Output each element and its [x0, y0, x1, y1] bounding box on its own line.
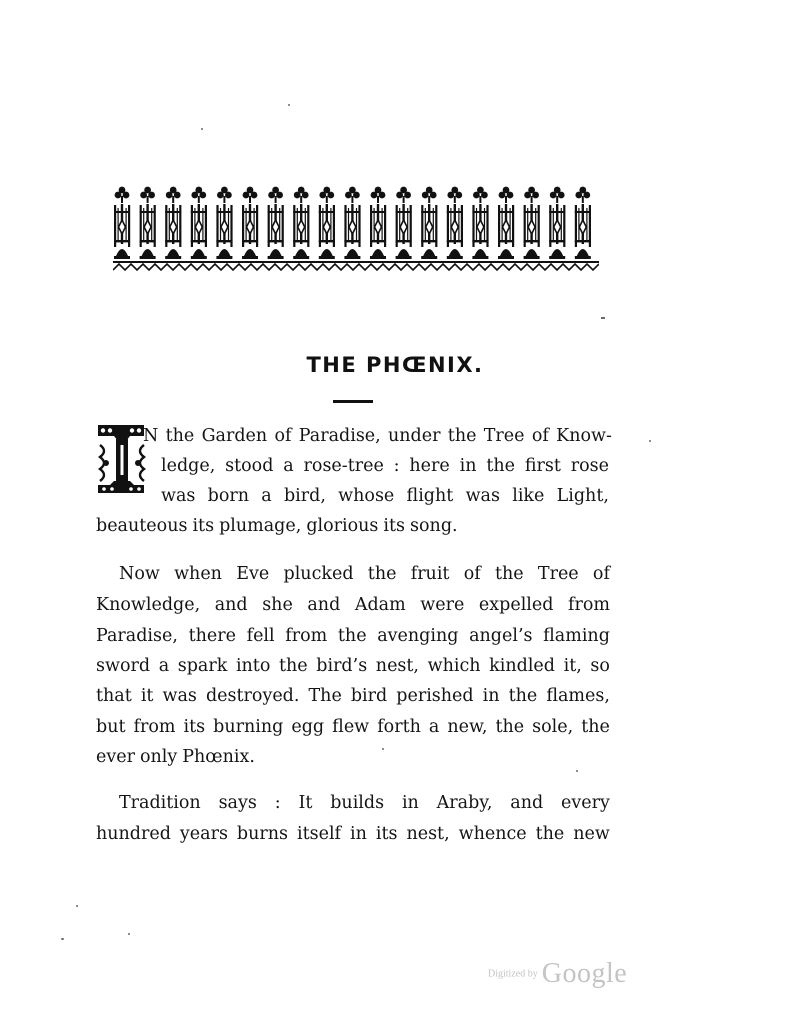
- word: bird’s: [316, 656, 368, 676]
- word: like: [512, 486, 545, 506]
- word: egg: [291, 717, 325, 737]
- text-line: [143, 425, 612, 447]
- word: and: [214, 595, 248, 615]
- word: in: [459, 456, 477, 476]
- word: Paradise,: [298, 426, 381, 446]
- drop-cap: [96, 421, 148, 497]
- word: spark: [177, 656, 228, 676]
- word: from: [133, 717, 176, 737]
- word: Phœnix.: [182, 747, 255, 767]
- word: stood: [225, 456, 274, 476]
- word: nest,: [406, 824, 450, 844]
- page-title: THE PHŒNIX.: [306, 353, 484, 377]
- word: and: [307, 595, 341, 615]
- google-logo: Google: [541, 958, 628, 989]
- word: she: [262, 595, 293, 615]
- word: only: [139, 747, 178, 767]
- word: avenging: [377, 626, 459, 646]
- word: hundred: [96, 824, 171, 844]
- headpiece-units: [114, 187, 591, 259]
- scan-speck: [382, 748, 384, 750]
- word: itself: [296, 824, 342, 844]
- word: into: [235, 656, 271, 676]
- word: the: [494, 564, 524, 584]
- word: it: [140, 686, 154, 706]
- scan-speck: [288, 104, 290, 106]
- word: builds: [330, 793, 385, 813]
- title-rule: [333, 400, 373, 403]
- word: born: [207, 486, 250, 506]
- word: :: [274, 793, 281, 813]
- scan-speck: [201, 128, 203, 130]
- word: a: [158, 656, 170, 676]
- text-line: [96, 716, 610, 738]
- word: a: [283, 456, 294, 476]
- word: Knowledge,: [96, 595, 201, 615]
- word: song.: [410, 516, 458, 536]
- word: in: [350, 824, 367, 844]
- word: from: [285, 626, 328, 646]
- word: its: [183, 717, 206, 737]
- word: Know-: [556, 426, 612, 446]
- word: perished: [396, 686, 474, 706]
- word: glorious: [306, 516, 379, 536]
- word: Araby,: [436, 793, 493, 813]
- word: the: [367, 564, 397, 584]
- word: a: [428, 717, 440, 737]
- word: ledge,: [161, 456, 216, 476]
- word: fell: [246, 626, 275, 646]
- word: bird,: [283, 486, 326, 506]
- word: was: [465, 486, 500, 506]
- text-line: [96, 685, 610, 707]
- word: Garden: [201, 426, 268, 446]
- word: forth: [377, 717, 421, 737]
- word: when: [174, 564, 222, 584]
- word: first: [524, 456, 561, 476]
- word: ever: [96, 747, 135, 767]
- word: expelled: [478, 595, 554, 615]
- word: which: [427, 656, 481, 676]
- text-line: [96, 515, 476, 537]
- word: destroyed.: [205, 686, 300, 706]
- word: the: [508, 686, 538, 706]
- word: here: [409, 456, 450, 476]
- word: the: [165, 426, 195, 446]
- word: the: [486, 456, 515, 476]
- scan-speck: [128, 933, 130, 935]
- word: the: [535, 824, 565, 844]
- word: it,: [563, 656, 582, 676]
- text-line: [119, 792, 610, 814]
- word: from: [568, 595, 610, 615]
- text-line: [96, 746, 356, 768]
- word: was: [162, 686, 197, 706]
- word: burns: [236, 824, 289, 844]
- word: Eve: [236, 564, 270, 584]
- word: Tradition: [119, 793, 201, 813]
- word: The: [308, 686, 342, 706]
- text-line: [119, 563, 610, 585]
- word: flaming: [543, 626, 610, 646]
- word: beauteous: [96, 516, 188, 536]
- scan-speck: [76, 905, 78, 907]
- word: nest,: [375, 656, 419, 676]
- word: there: [188, 626, 236, 646]
- word: rose: [570, 456, 609, 476]
- word: years: [179, 824, 228, 844]
- word: its: [192, 516, 215, 536]
- word: plumage,: [219, 516, 302, 536]
- word: of: [592, 564, 610, 584]
- word: whence: [458, 824, 527, 844]
- word: whose: [338, 486, 395, 506]
- word: Paradise,: [96, 626, 178, 646]
- word: It: [298, 793, 313, 813]
- word: sole,: [532, 717, 574, 737]
- text-line: [96, 594, 610, 616]
- scan-speck: [649, 440, 651, 442]
- word: Tree: [483, 426, 525, 446]
- digitized-watermark: [488, 958, 627, 990]
- word: says: [218, 793, 257, 813]
- word: under: [388, 426, 441, 446]
- word: Light,: [556, 486, 609, 506]
- text-line: [96, 655, 610, 677]
- word: flight: [406, 486, 454, 506]
- scan-speck: [601, 317, 605, 319]
- word: flames,: [546, 686, 610, 706]
- word: in: [401, 793, 419, 813]
- word: new,: [447, 717, 488, 737]
- scan-speck: [61, 938, 64, 940]
- word: flew: [332, 717, 370, 737]
- word: bird: [350, 686, 388, 706]
- word: the: [337, 626, 367, 646]
- word: N: [143, 426, 159, 446]
- word: of: [463, 564, 481, 584]
- word: Tree: [537, 564, 579, 584]
- word: rose-tree: [303, 456, 384, 476]
- ornamental-headpiece: [113, 184, 599, 272]
- word: the: [278, 656, 308, 676]
- word: that: [96, 686, 132, 706]
- text-line: [96, 625, 610, 647]
- word: burning: [213, 717, 284, 737]
- word: :: [393, 456, 400, 476]
- word: its: [383, 516, 406, 536]
- word: its: [375, 824, 398, 844]
- word: but: [96, 717, 126, 737]
- word: Now: [119, 564, 160, 584]
- word: sword: [96, 656, 151, 676]
- word: so: [590, 656, 610, 676]
- word: the: [581, 717, 610, 737]
- word: a: [261, 486, 272, 506]
- watermark-prefix: Digitized by: [488, 968, 538, 980]
- word: new: [573, 824, 610, 844]
- word: of: [274, 426, 292, 446]
- word: of: [531, 426, 549, 446]
- word: were: [420, 595, 465, 615]
- word: every: [561, 793, 610, 813]
- scan-speck: [576, 770, 578, 772]
- word: was: [161, 486, 196, 506]
- word: angel’s: [469, 626, 533, 646]
- word: in: [482, 686, 500, 706]
- word: the: [447, 426, 477, 446]
- word: plucked: [283, 564, 354, 584]
- text-line: [161, 455, 609, 477]
- word: the: [495, 717, 525, 737]
- word: and: [510, 793, 544, 813]
- word: Adam: [354, 595, 406, 615]
- text-line: [161, 485, 609, 507]
- word: kindled: [489, 656, 555, 676]
- text-line: [96, 823, 610, 845]
- word: fruit: [410, 564, 450, 584]
